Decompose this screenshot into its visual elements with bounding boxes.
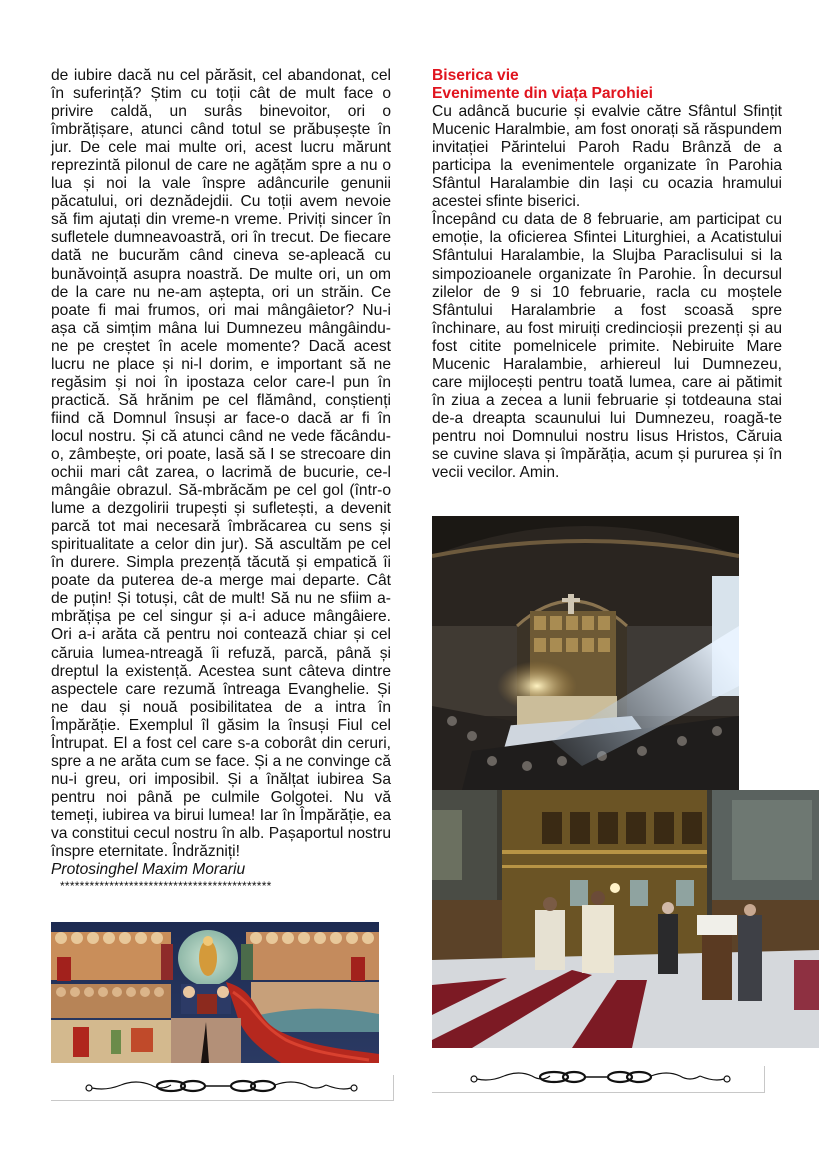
- right-column: [432, 67, 782, 482]
- flourish-ornament-icon: [51, 1075, 393, 1100]
- article-paragraph-1: Cu adâncă bucurie și evalvie către Sfântul Sfințit Mucenic Haralmbie, am fost onorați să răspundem invitației Părintelui Paroh Radu Brânză de a participa la evenimentele organizate în Parohia Sfântul Haralambie din Iași cu ocazia hramului acestei sfinte biserici.: [432, 103, 782, 211]
- fresco-illustration: [51, 922, 379, 1063]
- ornamental-divider-left: [51, 1075, 394, 1101]
- church-sunbeam-photo: [432, 516, 739, 790]
- section-title: Biserica vie: [432, 67, 519, 84]
- liturgy-illustration: [432, 790, 819, 1048]
- author-signature: Protosinghel Maxim Morariu: [51, 861, 246, 879]
- asterisk-separator: *******************************************: [60, 879, 272, 894]
- article-title: Evenimente din viața Parohiei: [432, 85, 653, 103]
- left-column: [51, 67, 391, 893]
- ornamental-divider-right: [432, 1066, 765, 1093]
- flourish-ornament-icon: [432, 1066, 764, 1092]
- article-body-left: de iubire dacă nu cel părăsit, cel abandonat, cel în suferință? Știm cu toții cât de mult face o privire caldă, un surâs binevoitor, ori o îmbrățișare, atunci când totul se prăbușește în jur. De cele mai multe ori, acest lucru mărunt reprezintă pilonul de care ne agățăm spre a nu o lua și noi la vale înspre adâncurile genunii păcatului, ori deznădejdii. Cu toții avem nevoie să fim ajutați din vreme-n vreme. Priviți sincer în sufletele dumneavoastră, ori în trecut. De fiecare dată ne bucurăm când cineva se-apleacă cu bunăvoință asupra noastră. De multe ori, un om de la care nu ne-am aștepta, ori un străin. Ce poate fi mai frumos, ori mai mângâietor? Nu-i așa că simțim mâna lui Dumnezeu mângâindu-ne pe creștet în acele momente? Dacă acest lucru ne place și ni-l dorim, e important să ne regăsim și noi în ipostaza celor care-l pun în practică. Să hrănim pe cel flămând, conștienți fiind că Domnul însuși ar face-o dacă ar fi în locul nostru. Și că atunci când ne vede făcându-o, zâmbește, ori poate, lasă să I se strecoare din ochii mari cât zarea, o lacrimă de bucurie, ce-l mângâie obrazul. Să-mbrăcăm pe cel gol (într-o lume a dezgolirii trupești și sufletești, a devenit parcă tot mai necesară îmbrăcarea cu sens și spiritualitate a celor din jur). Să ascultăm pe cel în durere. Simpla prezență tăcută și empatică îi poate da puterea de-a merge mai departe. Cât de puțin! Și totuși, cât de mult! Să nu ne sfiim a-mbrățișa pe cel singur și a-i aduce mângâiere. Ori a-i arăta că pentru noi contează chiar și cel căruia lumea-ntreagă îi refuză, parcă, până și dreptul la existență. Acestea sunt câteva dintre aspectele care rezumă întreaga Evanghelie. Și ne dau și nouă posibilitatea de a intra în Împărăție. Exemplul îl găsim la însuși Fiul cel Întrupat. El a fost cel care s-a coborât din ceruri, spre a ne arăta cum se face. Și a ne convinge că nu-i greu, ori imposibil. Și a înălțat iubirea Sa pentru noi până pe culmile Golgotei. Nu vă temeți, iubirea va birui lumea! Iar în Împărăție, ea va constitui cecul nostru în alb. Pașaportul nostru înspre eternitate. Îndrăzniți!: [51, 67, 391, 861]
- priests-iconostasis-photo: [432, 790, 819, 1048]
- last-judgment-icon-image: [51, 922, 379, 1063]
- church-interior-illustration: [432, 516, 739, 790]
- article-paragraph-2: Începând cu data de 8 februarie, am participat cu emoție, la oficierea Sfintei Liturghiei, a Acatistului Sfântului Haralambie, la Slujba Paraclisului si la simpozioanele organizate în Parohie. În decursul zilelor de 9 si 10 februarie, racla cu moștele Sfântului Haralambrie a fost scoasă spre închinare, au fost miruiți credincioșii prezenți și au fost citite pomelnicele primite. Nebiruite Mare Mucenic Haralambie, arhiereul lui Dumnezeu, care mijlocești pentru toată lumea, care ai pătimit în ziua a zecea a lunii februarie și totdeauna stai de-a dreapta scaunului lui Dumnezeu, roagă-te pentru noi Domnului nostru Iisus Hristos, Căruia se cuvine slava și împărăția, acum și pururea și în vecii vecilor. Amin.: [432, 211, 782, 482]
